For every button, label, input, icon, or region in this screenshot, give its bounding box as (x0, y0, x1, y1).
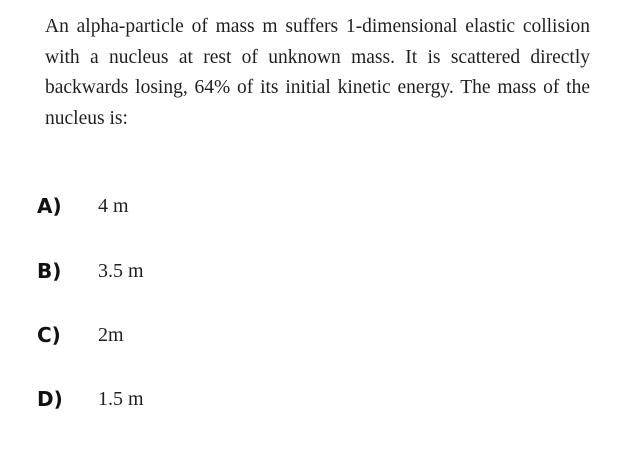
option-a[interactable] (37, 191, 129, 221)
option-d[interactable] (37, 384, 144, 414)
question-text: An alpha-particle of mass m suffers 1-dimensional elastic collision with a nucleus at rest of unknown mass. It is scattered directly backwards losing, 64% of its initial kinetic energy. The mass of the nucleus is: (45, 16, 590, 129)
option-c[interactable] (37, 320, 124, 350)
option-c-text: 2m (98, 323, 124, 346)
option-a-label: A) (37, 194, 62, 218)
option-b-label: B) (37, 259, 62, 283)
option-b[interactable] (37, 256, 144, 286)
option-d-label: D) (37, 387, 63, 411)
option-b-text: 3.5 m (98, 259, 144, 282)
option-a-text: 4 m (98, 194, 129, 217)
option-c-label: C) (37, 323, 61, 347)
option-d-text: 1.5 m (98, 387, 144, 410)
